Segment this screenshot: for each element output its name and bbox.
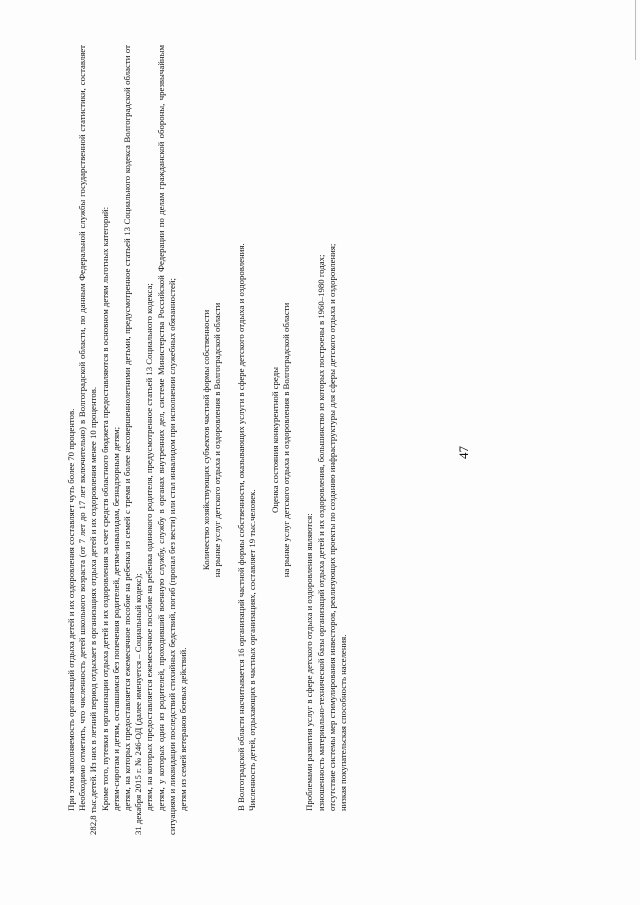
list-item: детям, у которых один из родителей, проходивший военную службу, службу в органах внутренних дел, системе Министерства Российской Федерации по делам гражданской обороны, чрезвычайным ситуациям и ликвидации последствий стихийных бедствий, погиб (пропал без вести) или стал инвалидом при исполнении служебных обязанностей; bbox=[155, 45, 177, 835]
section-heading-line: на рынке услуг детского отдыха и оздоровления в Волгоградской области bbox=[212, 302, 223, 578]
paragraph: Проблемами развития услуг в сфере детского отдыха и оздоровления являются: bbox=[304, 513, 315, 811]
paragraph: При этом заполняемость организаций отдыха детей и их оздоровления составляет чуть более 70 процентов. bbox=[66, 408, 76, 811]
list-item: детям, на которых предоставляется ежемесячное пособие на ребенка одинокого родителя, предусмотренное статьей 13 Социального кодекса; bbox=[144, 283, 155, 811]
spacer bbox=[258, 45, 270, 835]
document-body bbox=[66, 45, 349, 835]
list-item: детям, на которых предоставляется ежемесячное пособие на ребенка из семей с тремя и более несовершеннолетними детьми, предусмотренное статьей 13 Социального кодекса Волгоградской области от 31 декабря 2015 г. № 246-ОД (далее именуется – Социальный кодекс); bbox=[122, 45, 144, 835]
paragraph: Необходимо отметить, что численность детей школьного возраста (от 7 лет до 17 лет включительно) в Волгоградской области, по данным Федеральной службы государственной статистики, составляет 282,8 тыс.детей. Из них в летний период отдыхает в организациях отдыха детей и их оздоровления менее 10 процентов. bbox=[77, 45, 99, 835]
list-item: детям-сиротам и детям, оставшимся без попечения родителей, детям-инвалидам, безнадзорным детям; bbox=[110, 426, 121, 811]
list-item: отсутствие системы мер стимулирования инвесторов, реализующих проекты по созданию инфраструктуры для сферы детского отдыха и оздоровления; bbox=[326, 243, 337, 811]
section-heading-line: на рынке услуг детского отдыха и оздоровления в Волгоградской области bbox=[281, 302, 292, 578]
paragraph: В Волгоградской области насчитывается 16 организаций частной формы собственности, оказывающих услуги в сфере детского отдыха и оздоровления. bbox=[235, 243, 246, 811]
spacer bbox=[292, 45, 304, 835]
spacer bbox=[189, 45, 201, 835]
section-heading-line: Количество хозяйствующих субъектов частной формы собственности bbox=[201, 309, 212, 571]
paragraph: Численность детей, отдыхающих в частных организациях, составляет 19 тыс.человек. bbox=[246, 489, 257, 811]
list-item: низкая покупательская способность населения. bbox=[338, 634, 349, 811]
paragraph: Кроме того, путевки в организации отдыха детей и их оздоровления за счет средств областного бюджета предоставляются в основном детям льготных категорий: bbox=[99, 206, 110, 811]
list-item: детям из семей ветеранов боевых действий. bbox=[178, 647, 189, 811]
spacer bbox=[224, 45, 236, 835]
page-number: 47 bbox=[456, 446, 471, 459]
list-item: изношенность материально-технической базы организаций отдыха детей и их оздоровления, большинство из которых построены в 1960–1980 годах; bbox=[315, 254, 326, 811]
section-heading-line: Оценка состояния конкурентной среды bbox=[270, 366, 281, 514]
